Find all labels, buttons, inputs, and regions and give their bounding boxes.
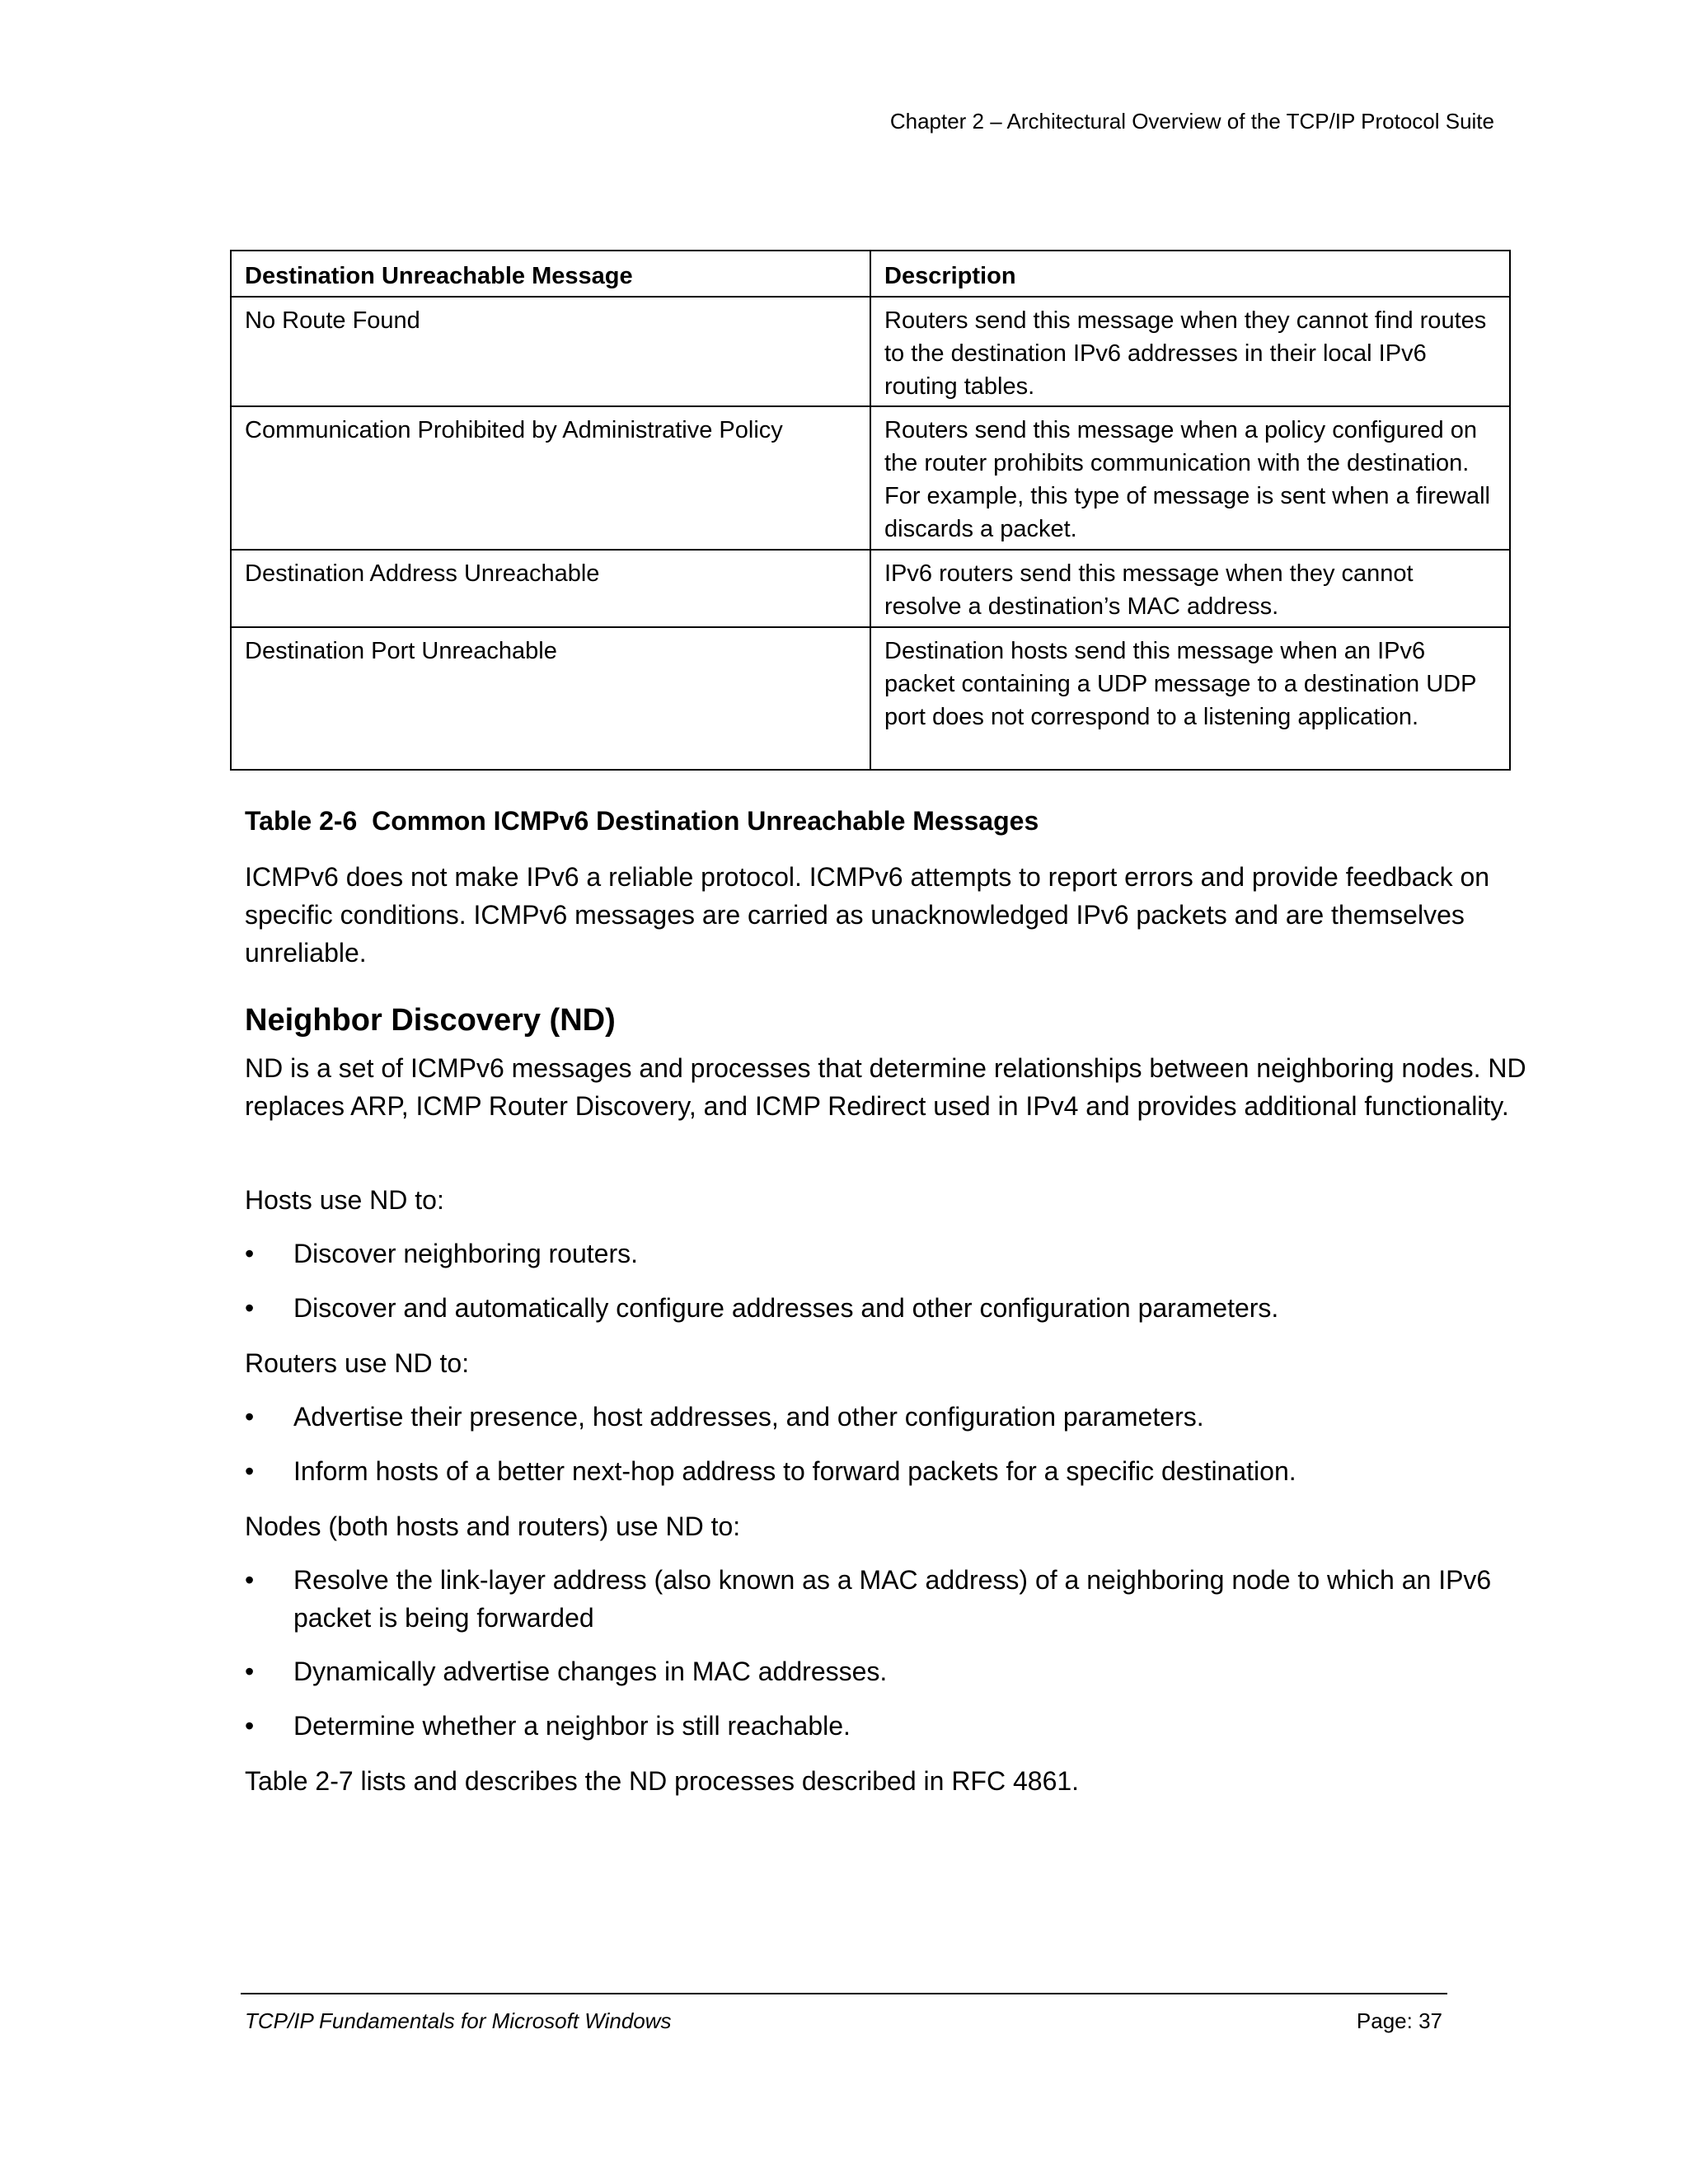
column-header-description: Description: [870, 251, 1510, 297]
table-cell-description: Destination hosts send this message when an IPv6 packet containing a UDP message to a destination UDP port does not correspond to a listening application.: [870, 627, 1510, 770]
table-cell-description: IPv6 routers send this message when they cannot resolve a destination’s MAC address.: [870, 550, 1510, 627]
list-item-text: Advertise their presence, host addresses, and other configuration parameters.: [293, 1402, 1204, 1432]
bullet-icon: •: [245, 1293, 255, 1323]
list-item: [245, 1452, 1547, 1490]
nd-paragraph: ND is a set of ICMPv6 messages and processes that determine relationships between neighboring nodes. ND replaces ARP, ICMP Router Discovery, and ICMP Redirect used in IPv4 and provides additional functionality.: [245, 1053, 1526, 1121]
list-item-text: Determine whether a neighbor is still reachable.: [293, 1711, 851, 1741]
table-cell-description: Routers send this message when they cannot find routes to the destination IPv6 addresses in their local IPv6 routing tables.: [870, 297, 1510, 406]
table-row: [231, 406, 1510, 550]
routers-intro: Routers use ND to:: [245, 1348, 470, 1378]
table-row: [231, 297, 1510, 406]
table-cell-message: No Route Found: [231, 297, 870, 406]
bullet-icon: •: [245, 1657, 255, 1686]
footer-rule: [241, 1993, 1447, 1994]
list-item: [245, 1652, 1547, 1690]
hosts-intro: Hosts use ND to:: [245, 1185, 444, 1215]
list-item: [245, 1707, 1547, 1745]
section-heading: Neighbor Discovery (ND): [245, 1003, 616, 1038]
table-cell-description: Routers send this message when a policy configured on the router prohibits communication with the destination. For example, this type of message is sent when a firewall discards a packet.: [870, 406, 1510, 550]
column-header-message: Destination Unreachable Message: [231, 251, 870, 297]
intro-paragraph: ICMPv6 does not make IPv6 a reliable protocol. ICMPv6 attempts to report errors and provide feedback on specific conditions. ICMPv6 messages are carried as unacknowledged IPv6 packets and are themselves unreliable.: [245, 862, 1490, 968]
list-item-text: Dynamically advertise changes in MAC addresses.: [293, 1657, 888, 1686]
list-item-text: Discover neighboring routers.: [293, 1239, 638, 1268]
list-item: [245, 1398, 1547, 1436]
table-cell-message: Communication Prohibited by Administrative Policy: [231, 406, 870, 550]
table-row: [231, 550, 1510, 627]
footer-page-number: Page: 37: [1356, 2008, 1442, 2033]
bullet-icon: •: [245, 1239, 255, 1268]
list-item: [245, 1235, 1547, 1272]
bullet-icon: •: [245, 1402, 255, 1432]
footer-book-title: TCP/IP Fundamentals for Microsoft Windows: [245, 2008, 672, 2033]
list-item: [245, 1289, 1547, 1327]
nodes-intro: Nodes (both hosts and routers) use ND to:: [245, 1511, 741, 1541]
bullet-icon: •: [245, 1711, 255, 1741]
bullet-icon: •: [245, 1565, 255, 1595]
table-caption: Table 2-6 Common ICMPv6 Destination Unreachable Messages: [245, 806, 1039, 836]
table-header-row: [231, 251, 1510, 297]
table-cell-message: Destination Port Unreachable: [231, 627, 870, 770]
closing-paragraph: Table 2-7 lists and describes the ND processes described in RFC 4861.: [245, 1766, 1080, 1796]
table-row: [231, 627, 1510, 770]
list-item-text: Inform hosts of a better next-hop address to forward packets for a specific destination.: [293, 1456, 1296, 1486]
destination-unreachable-table: [230, 250, 1511, 771]
bullet-icon: •: [245, 1456, 255, 1486]
running-header: Chapter 2 – Architectural Overview of the TCP/IP Protocol Suite: [889, 109, 1494, 134]
list-item: [245, 1561, 1547, 1637]
list-item-text: Discover and automatically configure addresses and other configuration parameters.: [293, 1293, 1279, 1323]
table-cell-message: Destination Address Unreachable: [231, 550, 870, 627]
list-item-text: Resolve the link-layer address (also known as a MAC address) of a neighboring node to which an IPv6 packet is being forwarded: [293, 1565, 1492, 1633]
